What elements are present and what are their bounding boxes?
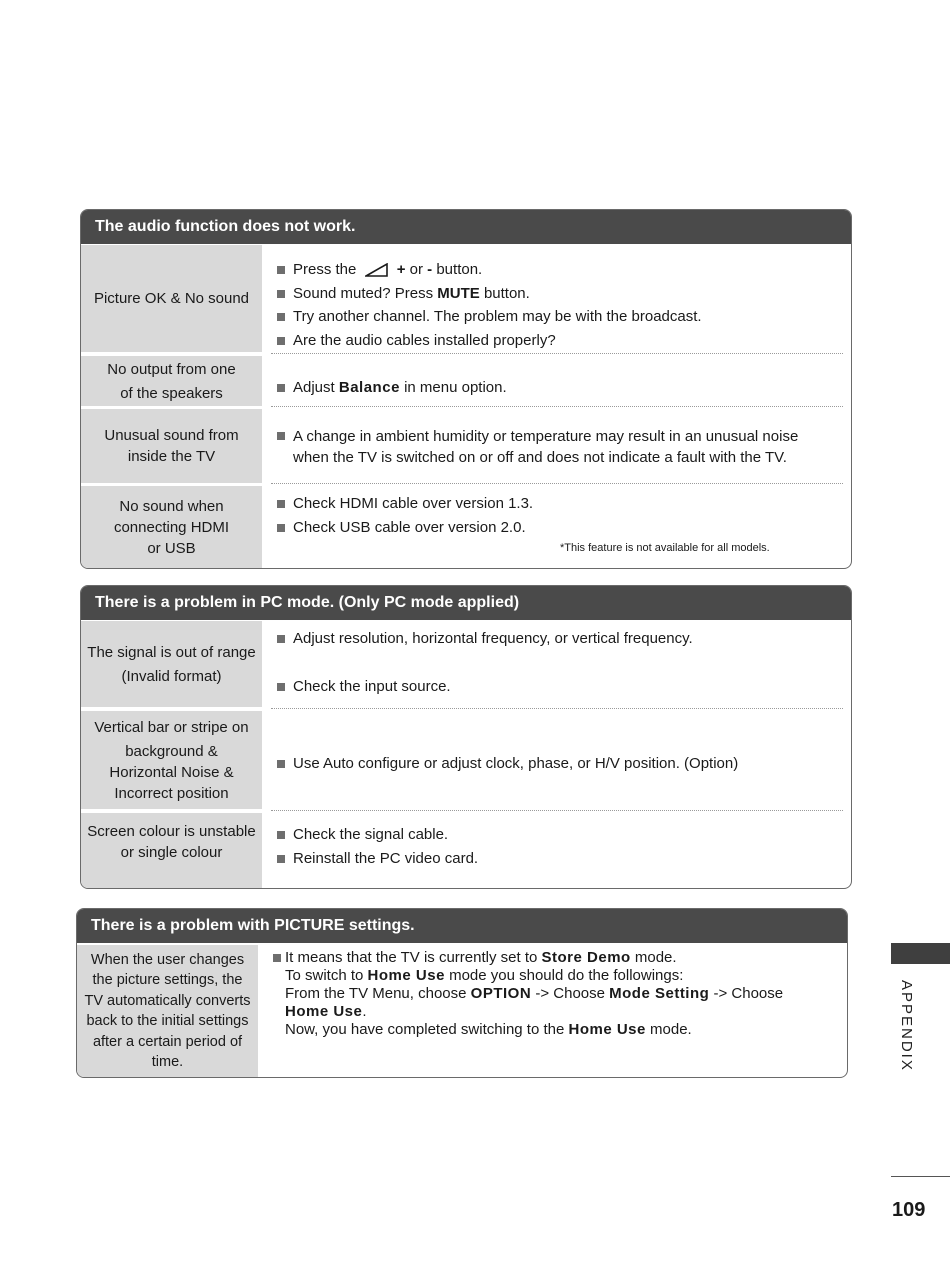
table-row <box>81 621 851 707</box>
solution-item: Adjust Balance in menu option. <box>293 378 507 398</box>
cause-cell: Picture OK & No sound <box>81 245 262 352</box>
table-row <box>81 813 851 888</box>
solution-item: Check the signal cable. <box>293 825 448 845</box>
table-row <box>81 711 851 809</box>
cause-cell: Unusual sound from inside the TV <box>81 409 262 483</box>
bullet-icon <box>277 432 285 440</box>
row-divider <box>271 353 843 354</box>
solution-item: Try another channel. The problem may be with the broadcast. <box>293 307 702 327</box>
bullet-icon <box>277 831 285 839</box>
solution-item: A change in ambient humidity or temperature may result in an unusual noise when the TV is switched on or off and does not indicate a fault with the TV. <box>293 426 798 468</box>
bullet-icon <box>277 500 285 508</box>
table-row <box>77 945 847 1077</box>
solution-line: From the TV Menu, choose OPTION -> Choose Mode Setting -> Choose <box>285 985 784 1002</box>
bullet-icon <box>273 954 281 962</box>
solution-item: Use Auto configure or adjust clock, phase, or H/V position. (Option) <box>293 754 738 774</box>
row-divider <box>271 406 843 407</box>
footnote: *This feature is not available for all models. <box>560 542 770 554</box>
section-title: The audio function does not work. <box>81 210 851 244</box>
table-row <box>81 245 851 352</box>
solution-item: Sound muted? Press MUTE button. <box>293 284 530 304</box>
bullet-icon <box>277 524 285 532</box>
solution-item: Check the input source. <box>293 677 451 697</box>
cause-cell: The signal is out of range (Invalid format) <box>81 621 262 707</box>
solution-item: Press the + or - button. <box>293 260 482 280</box>
bullet-icon <box>277 290 285 298</box>
bullet-icon <box>277 855 285 863</box>
page-number-rule <box>891 1176 950 1177</box>
audio-troubleshoot-panel <box>80 209 852 569</box>
solution-block <box>285 949 783 1039</box>
bullet-icon <box>277 760 285 768</box>
bullet-icon <box>277 635 285 643</box>
row-divider <box>271 810 843 811</box>
bullet-icon <box>277 337 285 345</box>
solution-line: Now, you have completed switching to the Home Use mode. <box>285 1021 692 1038</box>
solution-item: It means that the TV is currently set to Store Demo mode. <box>285 949 783 967</box>
page-number: 109 <box>892 1199 926 1221</box>
appendix-tab-marker <box>891 943 950 964</box>
cause-cell: Screen colour is unstable or single colour <box>81 813 262 888</box>
solution-item: Check USB cable over version 2.0. <box>293 518 526 538</box>
bullet-icon <box>277 313 285 321</box>
bullet-icon <box>277 266 285 274</box>
row-divider <box>271 708 843 709</box>
cause-cell: When the user changes the picture settings, the TV automatically converts back to the initial settings after a certain period of time. <box>77 945 258 1077</box>
table-row <box>81 409 851 483</box>
solution-line: Home Use. <box>285 1003 367 1020</box>
pc-mode-troubleshoot-panel <box>80 585 852 889</box>
picture-settings-troubleshoot-panel <box>76 908 848 1078</box>
bullet-icon <box>277 384 285 392</box>
solution-item: Adjust resolution, horizontal frequency, or vertical frequency. <box>293 629 693 649</box>
bullet-icon <box>277 683 285 691</box>
row-divider <box>271 483 843 484</box>
cause-cell: No output from one of the speakers <box>81 356 262 406</box>
cause-cell: No sound when connecting HDMI or USB <box>81 486 262 568</box>
table-row <box>81 356 851 406</box>
solution-line: To switch to Home Use mode you should do the followings: <box>285 967 684 984</box>
volume-icon <box>365 263 389 277</box>
solution-item: Check HDMI cable over version 1.3. <box>293 494 533 514</box>
appendix-label: APPENDIX <box>898 980 915 1072</box>
section-title: There is a problem in PC mode. (Only PC mode applied) <box>81 586 851 620</box>
cause-cell: Vertical bar or stripe on background & Horizontal Noise & Incorrect position <box>81 711 262 809</box>
section-title: There is a problem with PICTURE settings. <box>77 909 847 943</box>
solution-item: Are the audio cables installed properly? <box>293 331 556 351</box>
solution-item: Reinstall the PC video card. <box>293 849 478 869</box>
table-row <box>81 486 851 568</box>
